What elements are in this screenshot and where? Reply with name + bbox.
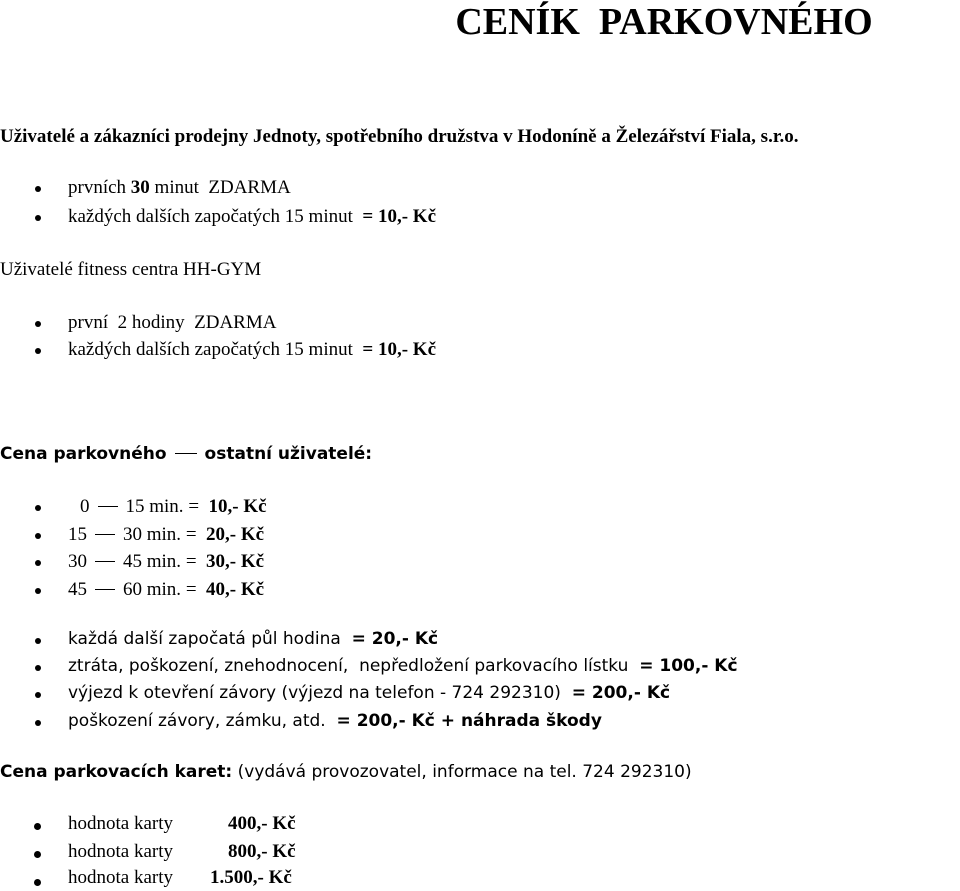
- card-value: 1.500,- Kč: [210, 867, 292, 888]
- bullet-icon: [35, 186, 41, 192]
- rate-from: 45: [68, 579, 87, 600]
- item-text: každých dalších započatých 15 minut: [68, 206, 363, 227]
- bullet-icon: [34, 879, 41, 886]
- section1-heading: Uživatelé a zákazníci prodejny Jednoty, spotřebního družstva v Hodoníně a Železářství Fiala, s.r.o.: [0, 126, 799, 147]
- card-value: 400,- Kč: [228, 813, 296, 834]
- bullet-icon: [35, 321, 41, 327]
- list-item: [68, 338, 436, 362]
- heading-part: Cena parkovného: [0, 444, 167, 464]
- extra-row: [68, 654, 738, 678]
- bullet-icon: [35, 638, 41, 644]
- rate-eq: =: [185, 524, 197, 545]
- extra-price: = 200,- Kč: [571, 683, 671, 703]
- bullet-icon: [35, 665, 41, 671]
- bullet-icon: [35, 692, 41, 698]
- rate-row: [68, 523, 264, 547]
- extra-text: poškození závory, zámku, atd.: [68, 711, 337, 731]
- extra-price: = 100,- Kč: [639, 656, 738, 676]
- card-row: [68, 812, 173, 836]
- rate-to: 60 min.: [123, 579, 182, 600]
- extra-price: = 20,- Kč: [351, 629, 439, 649]
- heading-part: ostatní uživatelé:: [204, 444, 373, 464]
- item-price: = 10,- Kč: [362, 206, 437, 227]
- rate-row: [68, 578, 264, 602]
- rate-price: 30,- Kč: [206, 551, 265, 572]
- bullet-icon: [35, 588, 41, 594]
- bullet-icon: [35, 720, 41, 726]
- bullet-icon: [35, 505, 41, 511]
- section2-heading: Uživatelé fitness centra HH-GYM: [0, 259, 262, 280]
- card-row: [68, 840, 173, 864]
- rate-to: 45 min.: [123, 551, 182, 572]
- section3-heading: [0, 442, 372, 466]
- list-item: [68, 205, 436, 229]
- rate-from: 0: [80, 496, 90, 517]
- rate-row: [80, 495, 267, 519]
- card-label: hodnota karty: [68, 841, 174, 862]
- bullet-icon: [35, 560, 41, 566]
- extra-row: [68, 709, 602, 733]
- heading-part: (vydává provozovatel, informace na tel. 724 292310): [232, 762, 692, 782]
- rate-eq: =: [185, 551, 197, 572]
- rate-from: 30: [68, 551, 87, 572]
- item-price: = 10,- Kč: [362, 339, 437, 360]
- extra-price: = 200,- Kč + náhrada škody: [336, 711, 602, 731]
- rate-price: 10,- Kč: [208, 496, 267, 517]
- rate-price: 40,- Kč: [206, 579, 265, 600]
- extra-text: ztráta, poškození, znehodnocení, nepředložení parkovacího lístku: [68, 656, 640, 676]
- card-label: hodnota karty: [68, 813, 174, 834]
- item-text: každých dalších započatých 15 minut: [68, 339, 363, 360]
- extra-text: výjezd k otevření závory (výjezd na telefon - 724 292310): [68, 683, 572, 703]
- extra-row: [68, 627, 438, 651]
- bullet-icon: [34, 851, 41, 858]
- section4-heading: [0, 760, 692, 784]
- bullet-icon: [35, 533, 41, 539]
- rate-from: 15: [68, 524, 87, 545]
- rate-row: [68, 550, 264, 574]
- bullet-icon: [34, 823, 41, 830]
- card-row: [68, 866, 173, 890]
- item-value: 30: [130, 177, 150, 198]
- rate-price: 20,- Kč: [206, 524, 265, 545]
- rate-to: 30 min.: [123, 524, 182, 545]
- extra-row: [68, 681, 670, 705]
- rate-to: 15 min.: [125, 496, 184, 517]
- page-title: CENÍK PARKOVNÉHO: [455, 1, 873, 43]
- bullet-icon: [35, 215, 41, 221]
- rate-eq: =: [188, 496, 200, 517]
- card-label: hodnota karty: [68, 867, 174, 888]
- item-text: prvních: [68, 177, 131, 198]
- bullet-icon: [35, 348, 41, 354]
- card-value: 800,- Kč: [228, 841, 296, 862]
- item-text: minut ZDARMA: [149, 177, 291, 198]
- heading-part: Cena parkovacích karet:: [0, 762, 233, 782]
- list-item: [68, 176, 291, 200]
- extra-text: každá další započatá půl hodina: [68, 629, 352, 649]
- item-text: první 2 hodiny ZDARMA: [68, 312, 277, 333]
- rate-eq: =: [185, 579, 197, 600]
- list-item: [68, 311, 276, 335]
